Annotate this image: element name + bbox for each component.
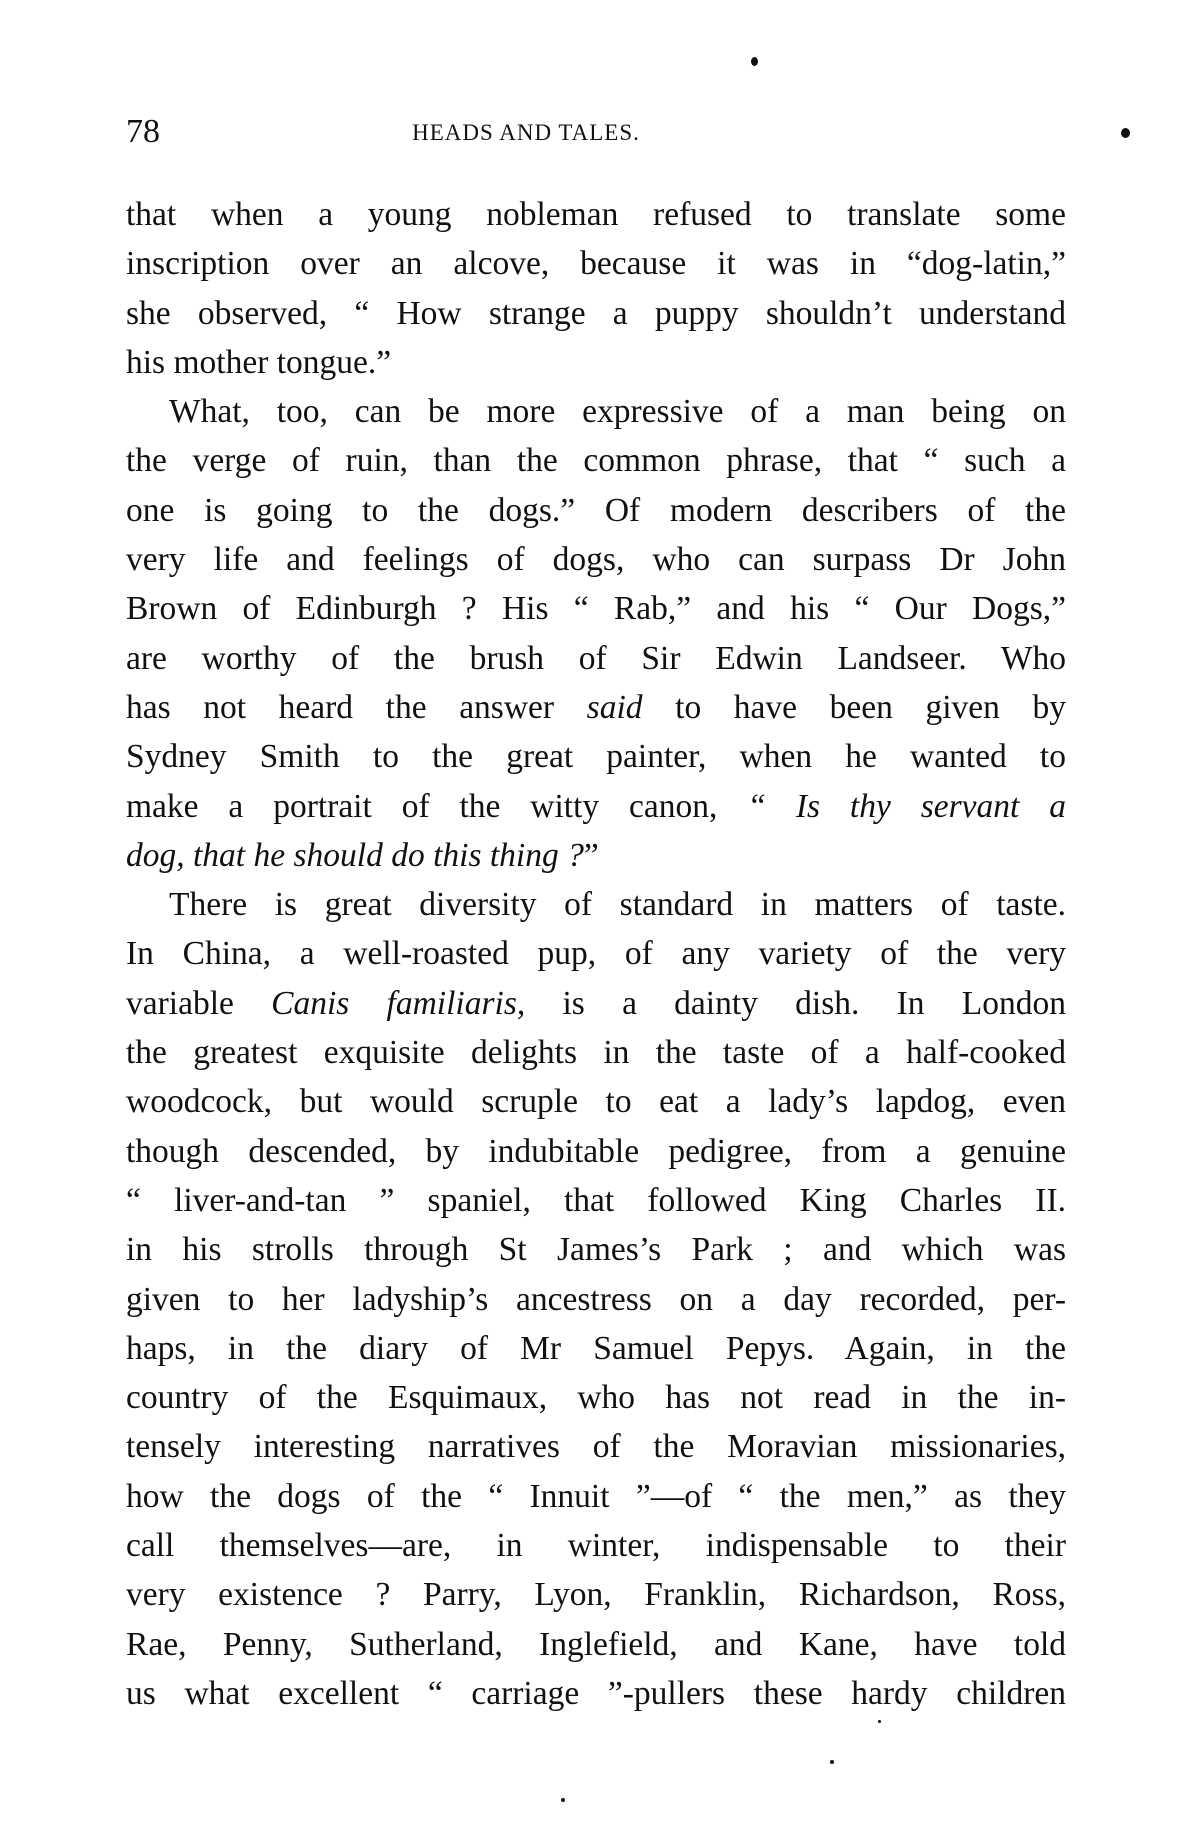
- text-segment: though descended, by indubitable pedigree, from a genuine: [126, 1132, 1066, 1170]
- text-segment: There is great diversity of standard in matters of taste.: [169, 886, 1066, 924]
- text-line: [126, 338, 1066, 387]
- text-segment: What, too, can be more expressive of a man being on: [169, 393, 1066, 431]
- text-line: [126, 190, 1066, 239]
- text-segment: she observed, “ How strange a puppy shouldn’t understand: [126, 294, 1066, 332]
- text-line: [126, 880, 1066, 929]
- text-line: [126, 1127, 1066, 1176]
- text-line: [126, 1472, 1066, 1521]
- text-segment: make a portrait of the witty canon,: [126, 787, 748, 825]
- text-line: [126, 831, 1066, 880]
- text-line: [126, 1028, 1066, 1077]
- text-segment: the greatest exquisite delights in the taste of a half-cooked: [126, 1034, 1066, 1072]
- text-line: [126, 1570, 1066, 1619]
- text-line: [126, 1422, 1066, 1471]
- scan-speck: [561, 1798, 565, 1802]
- text-segment: the verge of ruin, than the common phrase, that “ such a: [126, 442, 1066, 480]
- text-line: [126, 1620, 1066, 1669]
- italic-text: dog, that he should do this thing ?: [126, 836, 584, 874]
- text-line: [126, 683, 1066, 732]
- scan-speck: [878, 1720, 881, 1723]
- text-segment: Rae, Penny, Sutherland, Inglefield, and Kane, have told: [126, 1625, 1066, 1663]
- text-segment: very life and feelings of dogs, who can surpass Dr John: [126, 541, 1066, 579]
- scan-speck: [751, 57, 758, 66]
- text-line: [126, 979, 1066, 1028]
- text-segment: are worthy of the brush of Sir Edwin Landseer. Who: [126, 639, 1066, 677]
- text-line: [126, 1077, 1066, 1126]
- text-line: [126, 634, 1066, 683]
- text-segment: haps, in the diary of Mr Samuel Pepys. Again, in the: [126, 1329, 1066, 1367]
- text-segment: variable: [126, 984, 272, 1022]
- text-segment: has not heard the answer: [126, 688, 587, 726]
- text-segment: is a dainty dish. In London: [525, 984, 1066, 1022]
- italic-text: Canis familiaris,: [271, 984, 526, 1022]
- text-segment: us what excellent “ carriage ”-pullers these hardy children: [126, 1674, 1066, 1712]
- text-line: [126, 1521, 1066, 1570]
- running-title: HEADS AND TALES.: [412, 120, 640, 145]
- text-segment: how the dogs of the “ Innuit ”—of “ the men,” as they: [126, 1477, 1066, 1515]
- text-segment: woodcock, but would scruple to eat a lady’s lapdog, even: [126, 1083, 1066, 1121]
- page-number: 78: [126, 113, 160, 150]
- text-segment: tensely interesting narratives of the Moravian missionaries,: [126, 1428, 1066, 1466]
- text-line: [126, 584, 1066, 633]
- text-line: [126, 436, 1066, 485]
- italic-text: said: [586, 688, 643, 726]
- text-line: [126, 486, 1066, 535]
- text-segment: that when a young nobleman refused to translate some: [126, 196, 1066, 233]
- text-segment: his mother tongue.”: [126, 343, 392, 381]
- text-line: [126, 732, 1066, 781]
- text-line: [126, 289, 1066, 338]
- text-segment: “ liver-and-tan ” spaniel, that followed King Charles II.: [126, 1181, 1066, 1219]
- text-segment: one is going to the dogs.” Of modern describers of the: [126, 491, 1066, 529]
- text-line: [126, 782, 1066, 831]
- text-line: [126, 1176, 1066, 1225]
- text-segment: very existence ? Parry, Lyon, Franklin, Richardson, Ross,: [126, 1576, 1066, 1614]
- text-line: [126, 535, 1066, 584]
- page-body-text: [126, 190, 1066, 1718]
- text-line: [126, 1275, 1066, 1324]
- scan-speck: [830, 1760, 834, 1764]
- text-segment: ”: [583, 836, 599, 874]
- text-segment: to have been given by: [642, 688, 1066, 726]
- text-segment: in his strolls through St James’s Park ; and which was: [126, 1231, 1066, 1269]
- text-segment: call themselves—are, in winter, indispensable to their: [126, 1527, 1066, 1565]
- text-segment: given to her ladyship’s ancestress on a day recorded, per-: [126, 1280, 1066, 1318]
- scan-speck: [1121, 128, 1130, 138]
- text-line: [126, 1225, 1066, 1274]
- text-line: [126, 1324, 1066, 1373]
- text-segment: Brown of Edinburgh ? His “ Rab,” and his “ Our Dogs,”: [126, 590, 1066, 628]
- text-line: [126, 387, 1066, 436]
- text-line: [126, 1373, 1066, 1422]
- text-segment: country of the Esquimaux, who has not read in the in-: [126, 1379, 1066, 1417]
- text-line: [126, 239, 1066, 288]
- running-head: [0, 118, 1192, 148]
- italic-text: “ Is thy servant a: [747, 787, 1066, 825]
- text-segment: Sydney Smith to the great painter, when he wanted to: [126, 738, 1066, 776]
- text-segment: inscription over an alcove, because it was in “dog-latin,”: [126, 245, 1066, 283]
- text-line: [126, 1669, 1066, 1718]
- text-line: [126, 929, 1066, 978]
- text-segment: In China, a well-roasted pup, of any variety of the very: [126, 935, 1066, 973]
